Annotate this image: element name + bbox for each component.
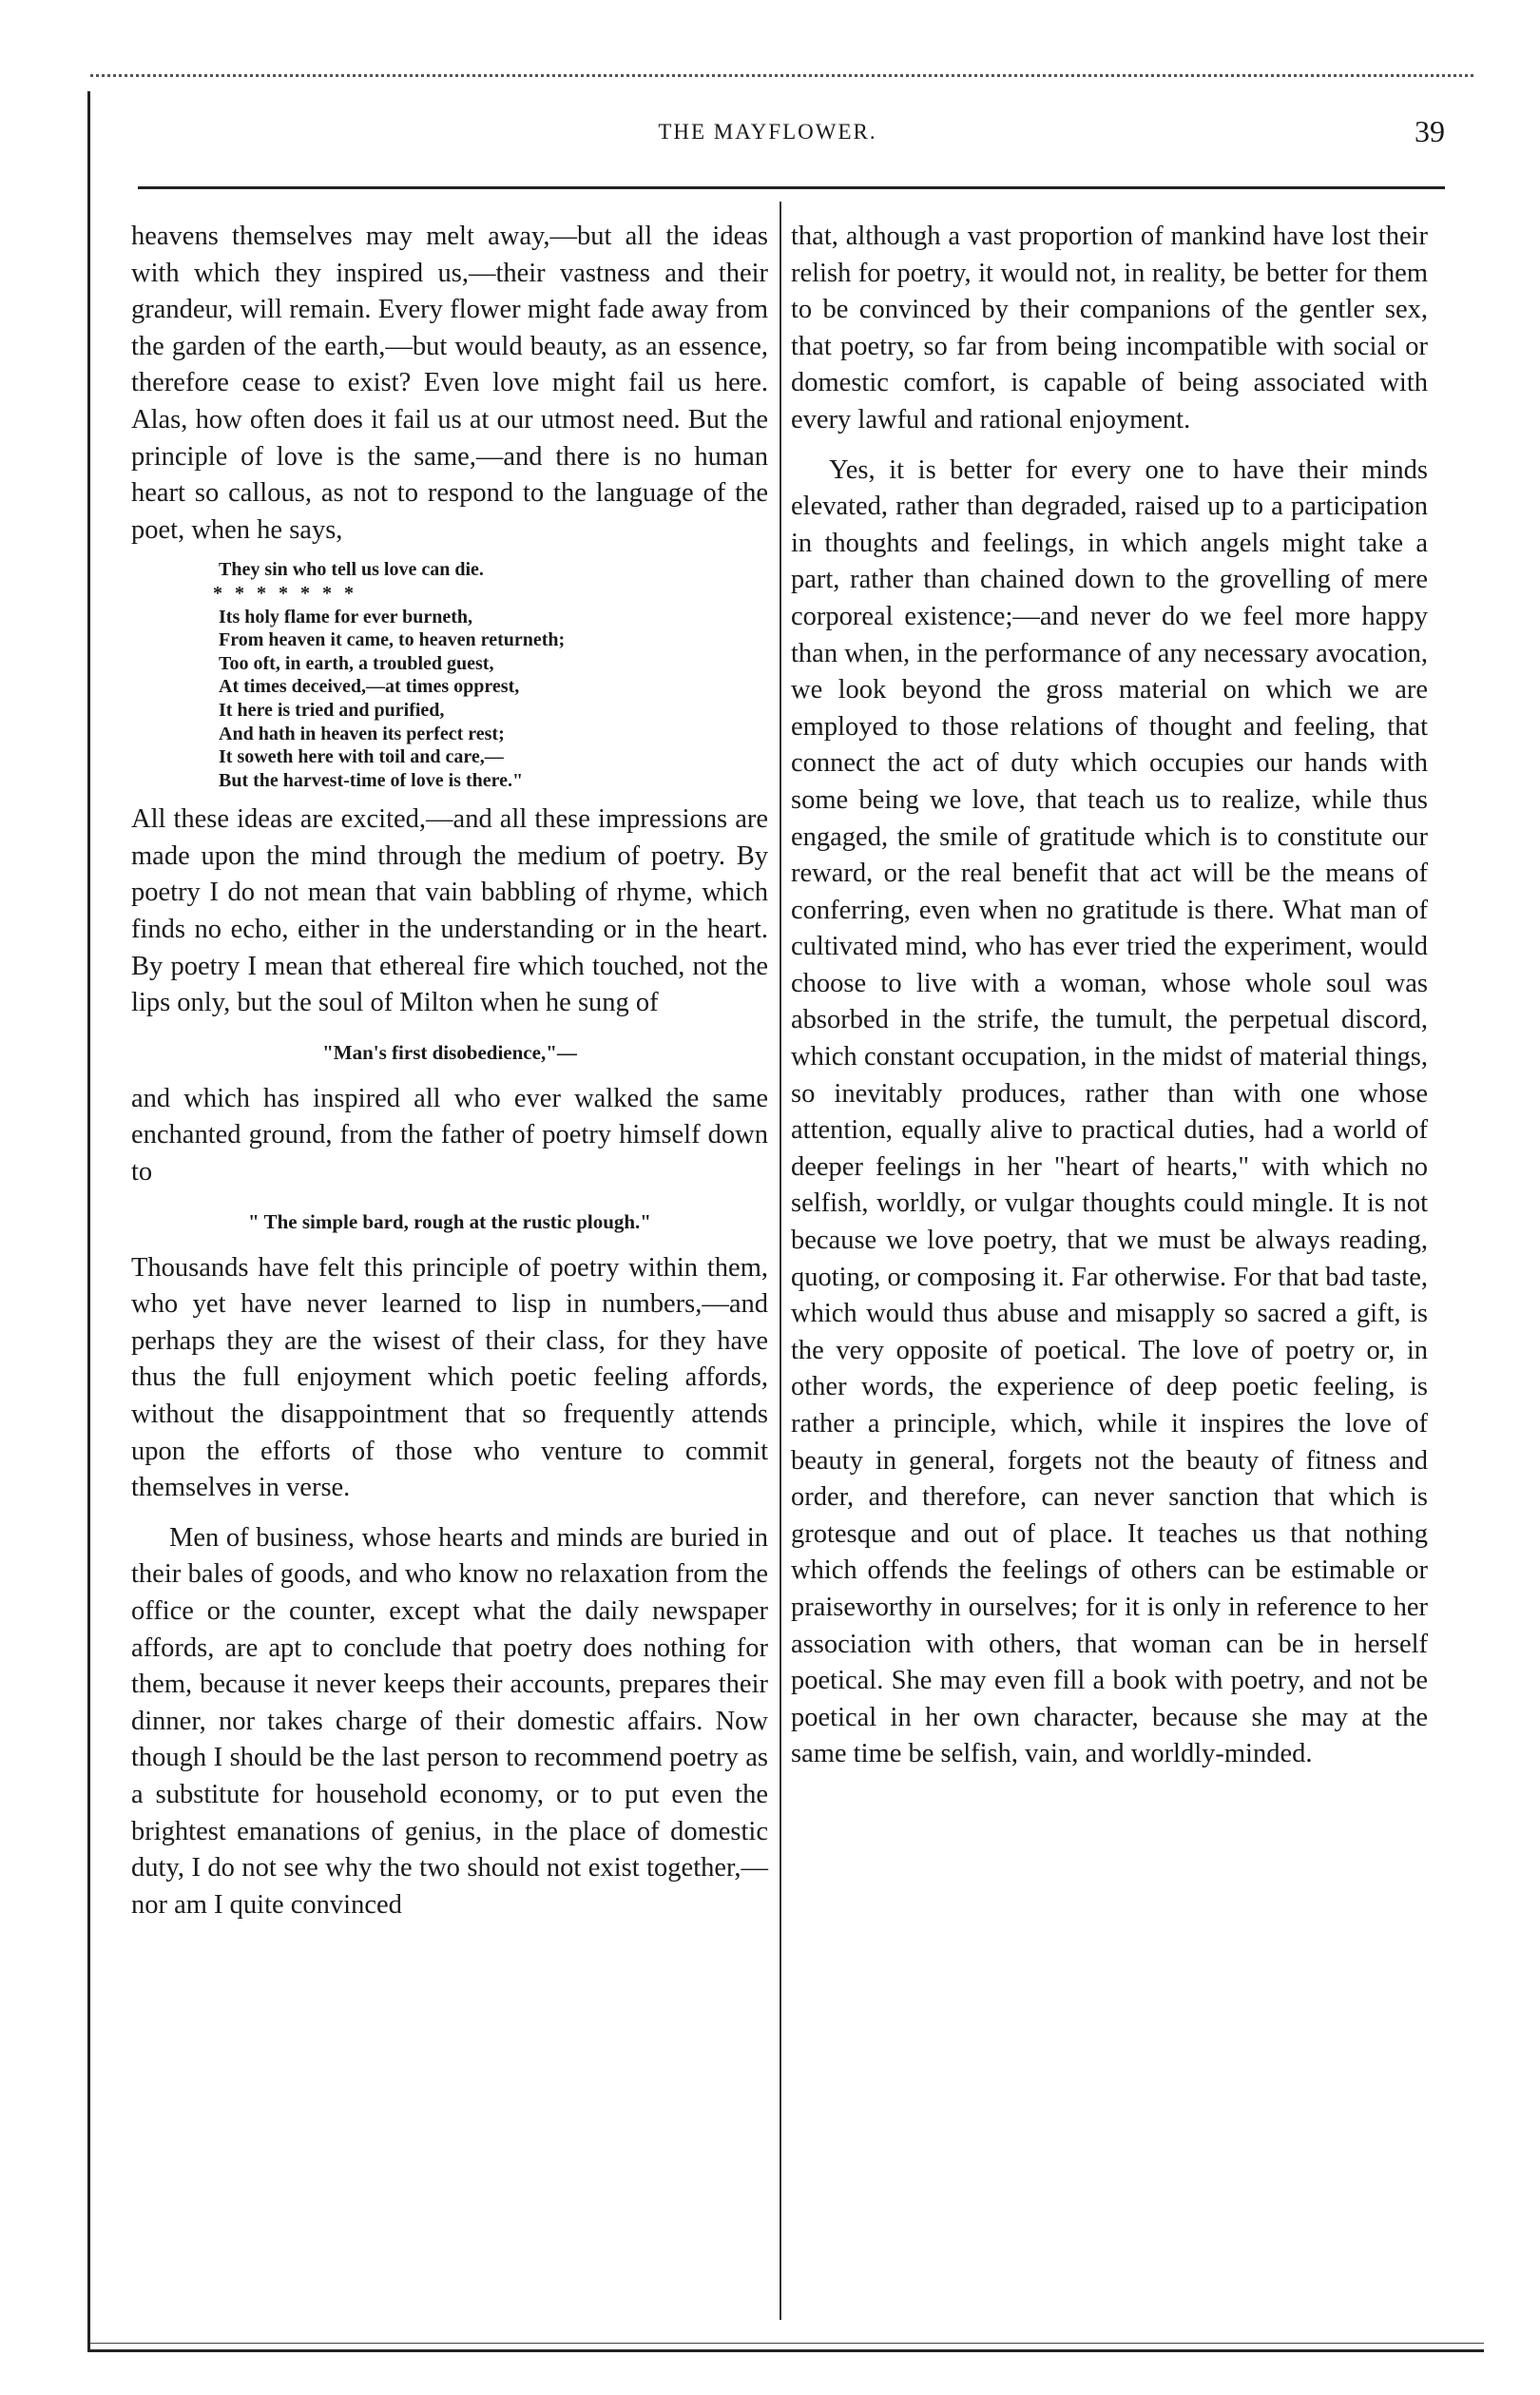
column-divider	[780, 202, 781, 2320]
verse-line: They sin who tell us love can die.	[219, 559, 484, 581]
verse-line: But the harvest-time of love is there."	[219, 769, 524, 791]
verse-ellipsis-stars: * * * * * * *	[213, 582, 357, 604]
left-paragraph-1: heavens themselves may melt away,—but all the ideas with which they inspired us,—their vastness and their grandeur, will remain. Every flower might fade away from the garden of the earth,—but would beauty, as an essence, therefore cease to exist? Even love might fail us here. Alas, how often does it fail us at our utmost need. But the principle of love is the same,—and there is no human heart so callous, as not to respond to the language of the poet, when he says,	[131, 222, 768, 545]
page-number: 39	[1415, 114, 1445, 148]
left-paragraph-4: Thousands have felt this principle of poetry within them, who yet have never learned to lisp in numbers,—and perhaps they are the wisest of their class, for they have thus the full enjoyment which poetic feeling affords, without the disappointment that so frequently attends upon the efforts of those who venture to commit themselves in verse.	[131, 1252, 768, 1503]
verse-line: It soweth here with toil and care,—	[219, 746, 504, 768]
right-paragraph-1: that, although a vast proportion of mankind have lost their relish for poetry, it would not, in reality, be better for them to be convinced by their companions of the gentler sex, that poetry, so far from being incompatible with social or domestic comfort, is capable of being associated with every lawful and rational enjoyment.	[791, 222, 1428, 435]
right-paragraph-2: Yes, it is better for every one to have their minds elevated, rather than degraded, raised up to a participation in thoughts and feelings, in which angels might take a part, rather than chained down to the grovelling of mere corporeal existence;—and never do we feel more happy than when, in the performance of any necessary avocation, we look beyond the gross material on which we are employed to those relations of thought and feeling, that connect the act of duty which occupies our hands with some being we love, that teach us to realize, while thus engaged, the smile of gratitude which is to constitute our reward, or the real benefit that act will be the means of conferring, even when no gratitude is there. What man of cultivated mind, who has ever tried the experiment, would choose to live with a woman, whose whole soul was absorbed in the strife, the tumult, the perpetual discord, which constant occupation, in the midst of material things, so inevitably produces, rather than with one whose attention, equally alive to practical duties, had a world of deeper feelings in her "heart of hearts," with which no selfish, worldly, or vulgar thoughts could mingle. It is not because we love poetry, that we must be always reading, quoting, or composing it. Far otherwise. For that bad taste, which would thus abuse and misapply so sacred a gift, is the very opposite of poetical. The love of poetry or, in other words, the experience of deep poetic feeling, is rather a principle, which, while it inspires the love of beauty in general, forgets not the beauty of fitness and order, and therefore, can never sanction that which is grotesque and out of place. It teaches us that nothing which offends the feelings of others can be estimable or praiseworthy in ourselves; for it is only in reference to her association with others, that woman can be in herself poetical. She may even fill a book with poetry, and not be poetical in her own character, because she may at the same time be selfish, vain, and worldly-minded.	[791, 454, 1428, 1769]
top-dotted-border	[90, 74, 1473, 77]
left-paragraph-3: and which has inspired all who ever walked the same enchanted ground, from the father of poetry himself down to	[131, 1083, 768, 1188]
right-column	[791, 219, 1428, 1773]
running-title: THE MAYFLOWER.	[658, 120, 877, 144]
left-paragraph-5: Men of business, whose hearts and minds are buried in their bales of goods, and who know no relaxation from the office or the counter, except what the daily newspaper affords, are apt to conclude that poetry does nothing for them, because it never keeps their accounts, prepares their dinner, nor takes charge of their domestic affairs. Now though I should be the last person to recommend poetry as a substitute for household economy, or to put even the brightest emanations of genius, in the place of domestic duty, I do not see why the two should not exist together,—nor am I quite convinced	[131, 1522, 768, 1920]
verse-line: From heaven it came, to heaven returneth;	[219, 629, 566, 651]
header-rule	[138, 186, 1445, 189]
verse-line: At times deceived,—at times opprest,	[219, 676, 520, 698]
left-paragraph-2: All these ideas are excited,—and all these impressions are made upon the mind through the medium of poetry. By poetry I do not mean that vain babbling of rhyme, which finds no echo, either in the understanding or in the heart. By poetry I mean that ethereal fire which touched, not the lips only, but the soul of Milton when he sung of	[131, 804, 768, 1018]
quote-simple-bard: " The simple bard, rough at the rustic plough."	[248, 1209, 651, 1233]
verse-line: Too oft, in earth, a troubled guest,	[219, 652, 494, 674]
quote-milton: "Man's first disobedience,"—	[322, 1040, 577, 1064]
verse-line: It here is tried and purified,	[219, 699, 445, 721]
verse-line: Its holy flame for ever burneth,	[219, 606, 473, 628]
left-column	[131, 219, 768, 1923]
running-header	[90, 114, 1445, 158]
verse-line: And hath in heaven its perfect rest;	[219, 723, 505, 744]
verse-block	[213, 558, 768, 792]
